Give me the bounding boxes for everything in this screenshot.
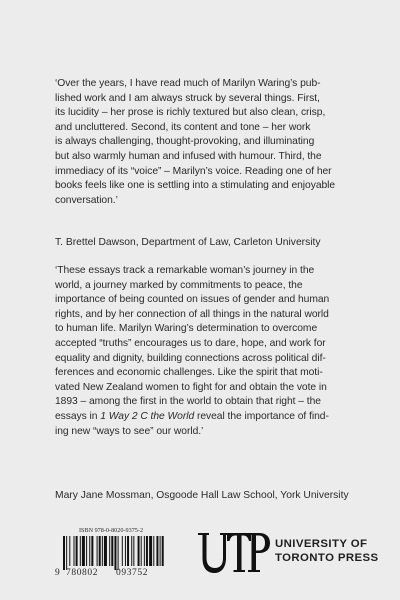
- barcode-bar: [89, 536, 90, 566]
- quote-line: ‘Over the years, I have read much of Marilyn Waring’s pub-: [55, 78, 321, 89]
- barcode-bar: [144, 536, 145, 566]
- barcode-bar: [91, 536, 93, 566]
- quote-line: ferences and economic challenges. Like the spirit that moti-: [55, 367, 323, 379]
- barcode-digits-left: 780802: [66, 568, 99, 578]
- barcode-bar: [97, 536, 98, 566]
- quote-line: conversation.’: [55, 194, 118, 206]
- barcode-bar: [153, 536, 154, 566]
- barcode-bar: [82, 536, 85, 566]
- barcode-bar: [74, 536, 75, 566]
- barcode-bar: [80, 536, 81, 566]
- barcode-bar: [111, 536, 113, 566]
- barcode-bar: [66, 536, 67, 570]
- barcode-bar: [102, 536, 103, 566]
- barcode-bar: [104, 536, 107, 566]
- barcode-bar: [76, 536, 78, 566]
- quote-line: vated New Zealand women to fight for and obtain the vote in: [55, 381, 327, 393]
- barcode-bar: [131, 536, 132, 566]
- quote-line: equality and dignity, building connections across political dif-: [55, 352, 326, 364]
- book-title: 1 Way 2 C the World: [100, 410, 195, 422]
- quote-line: lished work and I am always struck by several things. First,: [55, 92, 320, 104]
- barcode-bar: [149, 536, 152, 566]
- barcode-bar: [86, 536, 87, 566]
- barcode-bar: [138, 536, 140, 566]
- barcode-bar: [141, 536, 142, 566]
- quote-line: but also warmly human and infused with humour. Third, the: [55, 150, 322, 162]
- quote-line: to human life. Marilyn Waring’s determination to overcome: [55, 323, 318, 335]
- barcode-bar: [127, 536, 129, 566]
- publisher-name-line-1: UNIVERSITY OF: [275, 538, 368, 550]
- quote-line: is always challenging, thought-provoking, and illuminating: [55, 136, 315, 148]
- quote-line: immediacy of its “voice” – Marilyn’s voice. Reading one of her: [55, 165, 332, 177]
- barcode-bar: [122, 536, 123, 566]
- barcode-digits-right: 093752: [116, 568, 149, 578]
- quote-1-text: [55, 77, 355, 208]
- barcode-bar: [118, 536, 119, 570]
- barcode-bar: [69, 536, 70, 566]
- barcode-bar: [146, 536, 148, 566]
- barcode-bar: [109, 536, 110, 566]
- barcode-bar: [162, 536, 164, 566]
- testimonial-quote-2: [55, 264, 355, 439]
- publisher-name-line-2: TORONTO PRESS: [275, 552, 379, 564]
- isbn-barcode: [55, 527, 168, 579]
- barcode-bar: [125, 536, 126, 566]
- quote-1-attribution: T. Brettel Dawson, Department of Law, Carleton University: [55, 237, 321, 248]
- utp-logo-icon: [196, 527, 272, 579]
- barcode-bars-icon: [55, 536, 168, 570]
- barcode-bar: [63, 536, 65, 570]
- quote-line: world, a journey marked by commitments to peace, the: [55, 279, 303, 291]
- quote-2-attribution: Mary Jane Mossman, Osgoode Hall Law School, York University: [55, 490, 349, 501]
- barcode-bar: [114, 536, 116, 570]
- publisher-name: [275, 537, 379, 565]
- quote-line: essays in 1 Way 2 C the World reveal the importance of find-: [55, 410, 329, 422]
- quote-line: and uncluttered. Second, its content and tone – her work: [55, 121, 311, 133]
- quote-line: ing new “ways to see” our world.’: [55, 425, 204, 437]
- quote-line: its lucidity – her prose is richly textured but also clean, crisp,: [55, 107, 326, 119]
- barcode-bar: [156, 536, 158, 566]
- publisher-logo: [196, 527, 379, 579]
- quote-line: rights, and by her connection of all things in the natural world: [55, 308, 329, 320]
- quote-line: 1893 – among the first in the world to obtain that right – the: [55, 396, 321, 408]
- quote-line: books feels like one is settling into a stimulating and enjoyable: [55, 180, 336, 192]
- quote-line: ‘These essays track a remarkable woman’s journey in the: [55, 265, 315, 276]
- isbn-number: ISBN 978-0-8020-9375-2: [78, 527, 144, 534]
- quote-line: accepted “truths” encourages us to dare, hope, and work for: [55, 337, 326, 349]
- quote-2-text: [55, 264, 355, 439]
- barcode-bar: [99, 536, 101, 566]
- barcode-bar: [133, 536, 134, 566]
- testimonial-quote-1: [55, 77, 355, 208]
- quote-line: importance of being counted on issues of gender and human: [55, 294, 330, 306]
- barcode-bar: [160, 536, 161, 566]
- barcode-digit-first: 9: [55, 568, 61, 578]
